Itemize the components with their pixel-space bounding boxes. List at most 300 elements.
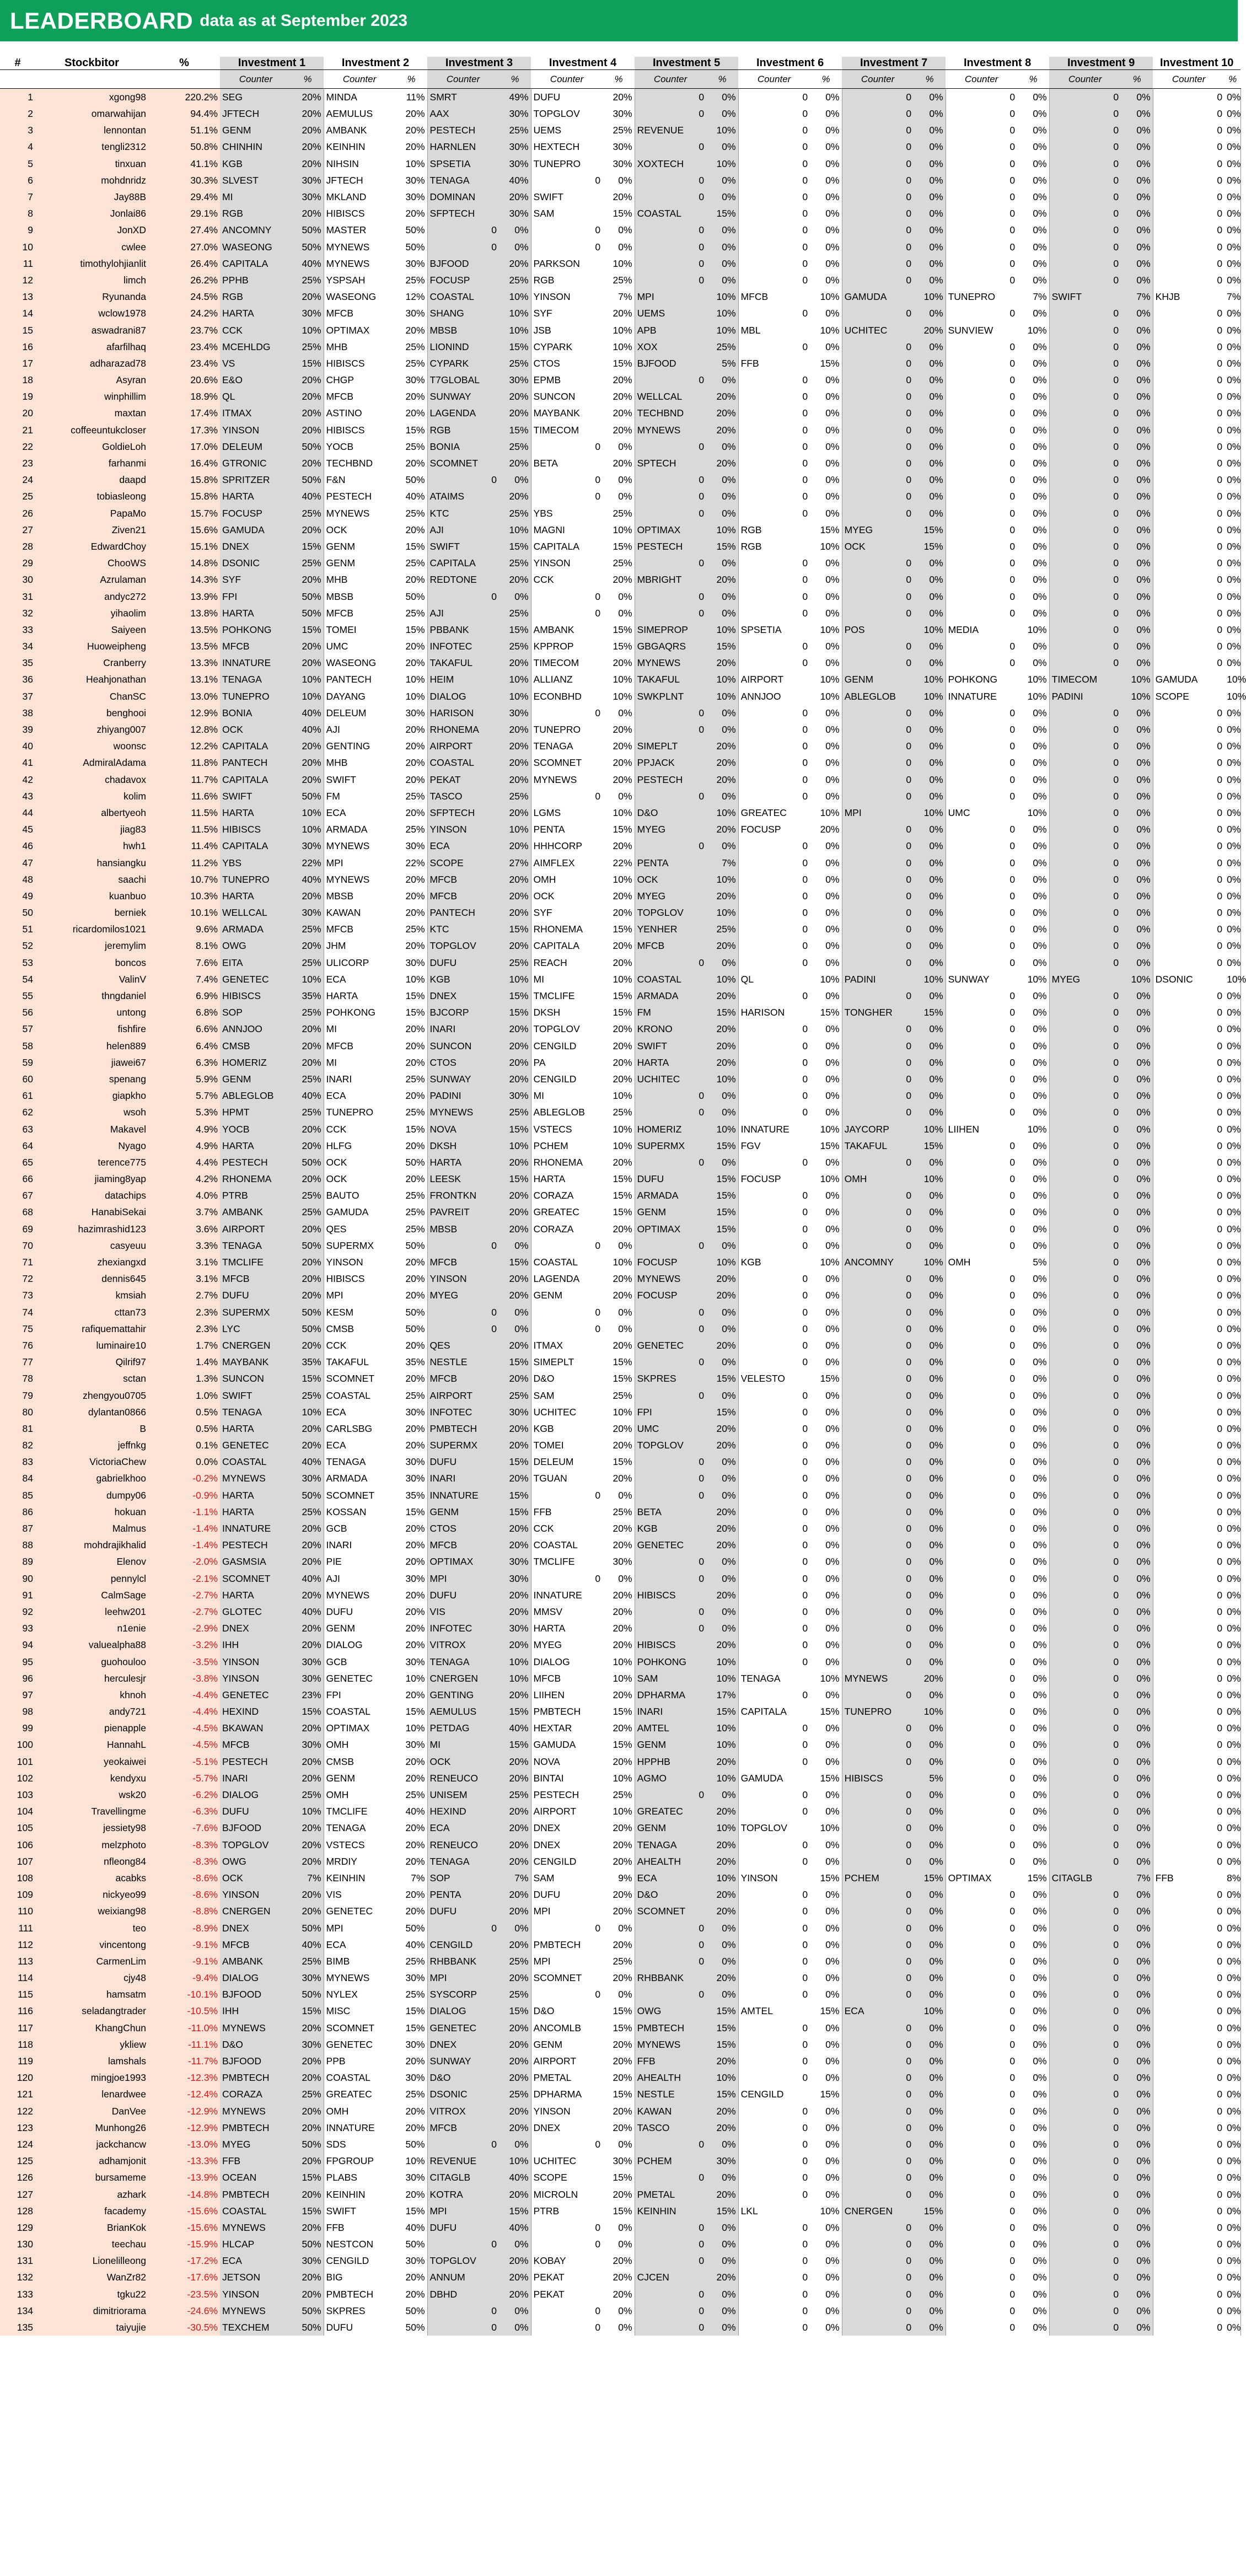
counter-cell: GENETEC — [326, 1672, 373, 1684]
weight-cell: 20% — [706, 1969, 738, 1986]
counter-cell: QL — [740, 973, 754, 985]
weight-cell: 0% — [810, 1753, 842, 1770]
table-row — [0, 189, 1240, 205]
weight-cell: 0% — [1017, 1886, 1049, 1903]
weight-cell: 0% — [1121, 1237, 1153, 1254]
counter-cell: MFCB — [427, 888, 499, 904]
weight-cell: 20% — [603, 372, 635, 388]
counter-cell: 0 — [635, 1104, 706, 1120]
counter-cell: MYNEWS — [220, 2103, 292, 2119]
counter-cell: KTC — [427, 505, 499, 522]
return-percent-cell: 13.8% — [148, 605, 220, 621]
weight-cell: 15% — [706, 2086, 738, 2102]
counter-cell: 0 — [427, 1919, 499, 1936]
counter-cell: 0 — [1009, 1855, 1016, 1867]
stockbitor-cell: hwh1 — [35, 838, 148, 854]
rank-cell: 126 — [0, 2169, 35, 2186]
rank-cell: 73 — [0, 1287, 35, 1303]
weight-cell: 0% — [706, 2136, 738, 2153]
counter-cell: 0 — [1049, 1487, 1121, 1504]
weight-cell: 15% — [292, 2003, 324, 2019]
weight-cell: 20% — [603, 954, 635, 971]
counter-cell: GAMUDA — [220, 522, 292, 538]
return-percent-cell: -4.5% — [148, 1736, 220, 1753]
weight-cell: 30% — [395, 1969, 427, 1986]
weight-cell: 0% — [810, 1537, 842, 1553]
weight-cell: 0% — [1121, 1254, 1153, 1270]
weight-cell: 20% — [292, 1337, 324, 1354]
weight-cell: 0% — [1017, 1853, 1049, 1870]
weight-cell: 0% — [1224, 239, 1240, 255]
weight-cell: 20% — [292, 372, 324, 388]
counter-cell: 0 — [802, 2288, 808, 2300]
weight-cell: 20% — [292, 2186, 324, 2202]
weight-cell: 0% — [499, 1304, 531, 1321]
weight-cell: 0% — [1224, 2319, 1240, 2336]
weight-cell: 0% — [706, 2219, 738, 2236]
weight-cell: 20% — [395, 1553, 427, 1570]
weight-cell: 0% — [1121, 1221, 1153, 1237]
table-row — [0, 821, 1240, 838]
rank-cell: 105 — [0, 1820, 35, 1836]
return-percent-cell: -13.9% — [148, 2169, 220, 2186]
counter-cell: 0 — [595, 224, 601, 236]
weight-cell: 0% — [810, 122, 842, 138]
counter-cell: 0 — [1217, 2105, 1223, 2117]
counter-cell: MFCB — [220, 1270, 292, 1287]
counter-cell: E&O — [220, 372, 292, 388]
counter-cell: T7GLOBAL — [427, 372, 499, 388]
counter-cell: RENEUCO — [427, 1770, 499, 1786]
weight-cell: 35% — [395, 1354, 427, 1370]
counter-cell: HEXTECH — [533, 141, 580, 153]
weight-cell: 0% — [1121, 804, 1153, 821]
table-row — [0, 471, 1240, 488]
counter-cell: 0 — [802, 174, 808, 186]
counter-cell: INARI — [427, 1470, 499, 1486]
weight-cell: 0% — [1224, 871, 1240, 888]
weight-cell: 0% — [1224, 1587, 1240, 1603]
weight-cell: 0% — [810, 871, 842, 888]
weight-cell: 25% — [292, 1387, 324, 1403]
return-percent-cell: -10.1% — [148, 1986, 220, 2003]
weight-cell: 30% — [499, 105, 531, 122]
weight-cell: 0% — [914, 721, 946, 738]
rank-cell: 113 — [0, 1953, 35, 1969]
counter-cell: 0 — [1009, 2056, 1016, 2067]
weight-cell: 0% — [810, 388, 842, 405]
weight-cell: 0% — [1121, 2186, 1153, 2202]
weight-cell: 0% — [1224, 937, 1240, 954]
weight-cell: 0% — [1017, 438, 1049, 455]
counter-cell: TOPGLOV — [635, 1437, 706, 1453]
weight-cell: 15% — [706, 638, 738, 654]
weight-cell: 0% — [914, 122, 946, 138]
weight-cell: 0% — [1121, 1420, 1153, 1437]
weight-cell: 20% — [292, 888, 324, 904]
weight-cell: 0% — [1224, 1936, 1240, 1953]
weight-cell: 0% — [810, 172, 842, 189]
table-row — [0, 1221, 1240, 1237]
weight-cell: 0% — [914, 471, 946, 488]
weight-cell: 20% — [499, 1038, 531, 1054]
counter-cell: 0 — [1049, 871, 1121, 888]
counter-cell: BJFOOD — [220, 2053, 292, 2069]
table-row — [0, 2236, 1240, 2252]
weight-cell: 0% — [810, 438, 842, 455]
table-row — [0, 172, 1240, 189]
weight-cell: 25% — [499, 605, 531, 621]
weight-cell: 40% — [292, 1087, 324, 1104]
counter-cell: HIBISCS — [326, 424, 365, 436]
weight-cell: 0% — [1224, 1304, 1240, 1321]
table-row — [0, 1370, 1240, 1387]
counter-cell: 0 — [842, 854, 914, 871]
counter-cell: 0 — [1049, 1337, 1121, 1354]
counter-cell: 0 — [1217, 557, 1223, 569]
weight-cell: 15% — [706, 1404, 738, 1420]
weight-cell: 20% — [603, 455, 635, 471]
rank-cell: 107 — [0, 1853, 35, 1870]
weight-cell: 20% — [292, 288, 324, 305]
rank-cell: 120 — [0, 2069, 35, 2086]
weight-cell: 30% — [395, 1570, 427, 1587]
weight-cell: 20% — [706, 1287, 738, 1303]
counter-cell: 0 — [842, 1187, 914, 1204]
counter-cell: 0 — [802, 724, 808, 736]
weight-cell: 0% — [1017, 1221, 1049, 1237]
stockbitor-cell: Munhong26 — [35, 2119, 148, 2136]
stockbitor-cell: wclow1978 — [35, 305, 148, 321]
return-percent-cell: -8.3% — [148, 1853, 220, 1870]
counter-cell: MYEG — [533, 1639, 562, 1651]
stockbitor-cell: giapkho — [35, 1087, 148, 1104]
weight-cell: 0% — [1224, 2086, 1240, 2102]
weight-cell: 20% — [395, 1021, 427, 1037]
rank-cell: 16 — [0, 339, 35, 355]
counter-cell: MFCB — [326, 924, 354, 935]
counter-cell: 0 — [842, 1304, 914, 1321]
weight-cell: 0% — [914, 771, 946, 788]
counter-cell: 0 — [635, 605, 706, 621]
table-row — [0, 588, 1240, 604]
rank-cell: 68 — [0, 1204, 35, 1220]
stockbitor-cell: tinxuan — [35, 155, 148, 172]
table-row — [0, 738, 1240, 754]
return-percent-cell: 1.4% — [148, 1354, 220, 1370]
weight-cell: 0% — [810, 222, 842, 238]
counter-cell: 0 — [427, 2136, 499, 2153]
counter-cell: 0 — [635, 2286, 706, 2303]
counter-cell: SCOMNET — [427, 455, 499, 471]
counter-cell: 0 — [802, 491, 808, 502]
counter-cell: GREATEC — [740, 807, 787, 818]
counter-cell: 0 — [595, 1323, 601, 1334]
stockbitor-cell: maxtan — [35, 405, 148, 421]
table-row — [0, 721, 1240, 738]
weight-cell: 20% — [292, 1287, 324, 1303]
weight-cell: 25% — [603, 272, 635, 288]
counter-cell: HARISON — [427, 705, 499, 721]
counter-cell: 0 — [595, 607, 601, 619]
weight-cell: 22% — [603, 854, 635, 871]
counter-cell: MAYBANK — [220, 1354, 292, 1370]
weight-cell: 20% — [706, 1753, 738, 1770]
stockbitor-cell: adharazad78 — [35, 355, 148, 372]
weight-cell: 0% — [603, 705, 635, 721]
rank-cell: 48 — [0, 871, 35, 888]
counter-cell: 0 — [842, 1620, 914, 1636]
counter-cell: 0 — [842, 2252, 914, 2269]
counter-cell: 0 — [802, 2239, 808, 2250]
counter-cell: 0 — [1049, 621, 1121, 638]
weight-cell: 20% — [395, 1820, 427, 1836]
weight-cell: 0% — [1017, 1504, 1049, 1520]
counter-cell: TMCLIFE — [533, 990, 575, 1002]
weight-cell: 20% — [395, 405, 427, 421]
weight-cell: 0% — [1017, 2069, 1049, 2086]
weight-cell: 0% — [1121, 788, 1153, 804]
weight-cell: 20% — [395, 754, 427, 771]
counter-cell: AJI — [427, 522, 499, 538]
table-row — [0, 89, 1240, 106]
counter-cell: OWG — [220, 1853, 292, 1870]
weight-cell: 20% — [395, 937, 427, 954]
weight-cell: 20% — [603, 838, 635, 854]
counter-cell: TECHBND — [635, 405, 706, 421]
weight-cell: 0% — [1224, 1520, 1240, 1537]
weight-cell: 0% — [706, 1104, 738, 1120]
return-percent-cell: 17.3% — [148, 422, 220, 438]
counter-cell: MYEG — [427, 1287, 499, 1303]
weight-cell: 0% — [1017, 2036, 1049, 2053]
counter-cell: INFOTEC — [427, 1404, 499, 1420]
counter-cell: TOPGLOV — [635, 904, 706, 921]
weight-cell: 20% — [395, 205, 427, 222]
counter-cell: 0 — [802, 1789, 808, 1801]
counter-cell: RHONEMA — [533, 1156, 583, 1168]
weight-cell: 20% — [499, 1853, 531, 1870]
weight-cell: 20% — [395, 1537, 427, 1553]
weight-cell: 20% — [292, 1620, 324, 1636]
weight-cell: 0% — [914, 1453, 946, 1470]
counter-cell: 0 — [1217, 174, 1223, 186]
weight-cell: 0% — [1224, 2303, 1240, 2319]
counter-cell: GENM — [533, 2038, 563, 2050]
counter-cell: VSTECS — [533, 1123, 572, 1135]
counter-cell: APB — [635, 321, 706, 338]
stockbitor-cell: PapaMo — [35, 505, 148, 522]
counter-cell: 0 — [1217, 1423, 1223, 1434]
weight-cell: 0% — [810, 1453, 842, 1470]
weight-cell: 0% — [914, 272, 946, 288]
table-row — [0, 1820, 1240, 1836]
table-row — [0, 1038, 1240, 1054]
weight-cell: 0% — [1017, 2136, 1049, 2153]
counter-cell: 0 — [1009, 740, 1016, 752]
counter-cell: MFCB — [427, 1254, 499, 1270]
counter-cell: 0 — [802, 641, 808, 652]
weight-cell: 7% — [706, 854, 738, 871]
rank-cell: 9 — [0, 222, 35, 238]
weight-cell: 20% — [706, 1587, 738, 1603]
weight-cell: 0% — [1224, 555, 1240, 571]
counter-cell: GENETEC — [427, 2020, 499, 2036]
counter-cell: GREATEC — [533, 1206, 579, 1218]
weight-cell: 0% — [706, 1553, 738, 1570]
weight-cell: 30% — [395, 1470, 427, 1486]
counter-cell: ECA — [326, 1939, 346, 1950]
weight-cell: 20% — [395, 2286, 427, 2303]
counter-cell: 0 — [1217, 1889, 1223, 1901]
weight-cell: 10% — [706, 1120, 738, 1137]
return-percent-cell: -8.6% — [148, 1870, 220, 1886]
counter-cell: 0 — [1009, 2089, 1016, 2100]
counter-cell: FOCUSP — [740, 1173, 781, 1185]
weight-cell: 0% — [1017, 1570, 1049, 1587]
counter-cell: 0 — [1217, 757, 1223, 769]
weight-cell: 0% — [914, 1437, 946, 1453]
table-row — [0, 937, 1240, 954]
counter-cell: 0 — [842, 2020, 914, 2036]
rank-cell: 17 — [0, 355, 35, 372]
stockbitor-cell: hokuan — [35, 1504, 148, 1520]
counter-cell: MEDIA — [948, 624, 979, 635]
counter-cell: KEINHIN — [326, 2188, 366, 2200]
weight-cell: 0% — [1017, 1437, 1049, 1453]
counter-cell: 0 — [635, 954, 706, 971]
weight-cell: 0% — [914, 2169, 946, 2186]
counter-cell: 0 — [1009, 1173, 1016, 1185]
weight-cell: 50% — [292, 438, 324, 455]
table-row — [0, 2186, 1240, 2202]
counter-cell: 0 — [1049, 1270, 1121, 1287]
weight-cell: 0% — [914, 2252, 946, 2269]
counter-cell: GAMUDA — [326, 1206, 369, 1218]
counter-cell: 0 — [1217, 1239, 1223, 1251]
counter-cell: 0 — [1049, 505, 1121, 522]
weight-cell: 15% — [603, 538, 635, 555]
weight-cell: 0% — [1121, 888, 1153, 904]
counter-cell: POHKONG — [326, 1007, 375, 1018]
weight-cell: 15% — [603, 1004, 635, 1021]
weight-cell: 0% — [1017, 1038, 1049, 1054]
weight-cell: 0% — [810, 1786, 842, 1803]
table-row — [0, 355, 1240, 372]
counter-cell: ABLEGLOB — [842, 688, 914, 705]
counter-cell: 0 — [635, 1786, 706, 1803]
weight-cell: 0% — [1017, 272, 1049, 288]
table-row — [0, 921, 1240, 937]
weight-cell: 20% — [292, 1420, 324, 1437]
counter-cell: SFPTECH — [427, 205, 499, 222]
counter-cell: 0 — [1217, 774, 1223, 785]
weight-cell: 10% — [603, 1137, 635, 1154]
counter-cell: OCK — [635, 871, 706, 888]
counter-cell: 0 — [1217, 940, 1223, 952]
counter-cell: 0 — [1217, 2239, 1223, 2250]
counter-cell: OPTIMAX — [948, 1872, 992, 1883]
counter-cell: UMC — [326, 641, 348, 652]
counter-cell: 0 — [842, 1936, 914, 1953]
counter-cell: POHKONG — [635, 1653, 706, 1670]
weight-cell: 0% — [1121, 372, 1153, 388]
counter-cell: 0 — [635, 172, 706, 189]
table-row — [0, 1953, 1240, 1969]
counter-cell: 0 — [1049, 155, 1121, 172]
weight-cell: 20% — [292, 1770, 324, 1786]
counter-cell: 0 — [1217, 1839, 1223, 1850]
weight-cell: 7% — [1017, 288, 1049, 305]
return-percent-cell: -12.3% — [148, 2069, 220, 2086]
table-row — [0, 1337, 1240, 1354]
counter-cell: CARLSBG — [326, 1423, 373, 1434]
counter-cell: MHB — [326, 341, 348, 352]
weight-cell: 0% — [1121, 1570, 1153, 1587]
counter-cell: MPI — [533, 1906, 551, 1917]
header-investment-3: Investment 3 — [427, 57, 531, 70]
counter-cell: DSONIC — [1155, 973, 1193, 985]
weight-cell: 0% — [914, 1720, 946, 1736]
counter-cell: 0 — [1217, 2056, 1223, 2067]
weight-cell: 0% — [706, 1786, 738, 1803]
stockbitor-cell: mingjoe1993 — [35, 2069, 148, 2086]
weight-cell: 50% — [292, 588, 324, 604]
weight-cell: 12% — [395, 288, 427, 305]
stockbitor-cell: jeffnkg — [35, 1437, 148, 1453]
weight-cell: 15% — [603, 1703, 635, 1720]
counter-cell: 0 — [842, 1753, 914, 1770]
weight-cell: 0% — [810, 2020, 842, 2036]
weight-cell: 20% — [292, 1886, 324, 1903]
stockbitor-cell: Elenov — [35, 1553, 148, 1570]
counter-cell: 0 — [1217, 1506, 1223, 1517]
counter-cell: 0 — [842, 1587, 914, 1603]
weight-cell: 30% — [499, 155, 531, 172]
counter-cell: PESTECH — [326, 491, 372, 502]
counter-cell: WELLCAL — [220, 904, 292, 921]
weight-cell: 25% — [395, 555, 427, 571]
weight-cell: 15% — [603, 921, 635, 937]
counter-cell: 0 — [1009, 1739, 1016, 1751]
weight-cell: 0% — [1017, 122, 1049, 138]
weight-cell: 25% — [292, 339, 324, 355]
counter-cell: 0 — [1049, 1570, 1121, 1587]
weight-cell: 20% — [603, 1437, 635, 1453]
rank-cell: 7 — [0, 189, 35, 205]
counter-cell: EPMB — [533, 374, 561, 386]
counter-cell: 0 — [802, 2022, 808, 2033]
weight-cell: 0% — [1224, 172, 1240, 189]
counter-cell: AIRPORT — [740, 674, 784, 685]
table-row — [0, 804, 1240, 821]
weight-cell: 0% — [1224, 2186, 1240, 2202]
weight-cell: 0% — [1121, 2069, 1153, 2086]
counter-cell: 0 — [1009, 1056, 1016, 1068]
counter-cell: DNEX — [220, 1620, 292, 1636]
counter-cell: MAYBANK — [533, 407, 580, 419]
counter-cell: TASCO — [635, 2119, 706, 2136]
counter-cell: UCHITEC — [533, 1406, 577, 1418]
counter-cell: MYNEWS — [326, 241, 370, 253]
weight-cell: 10% — [603, 804, 635, 821]
counter-cell: COASTAL — [635, 205, 706, 222]
weight-cell: 0% — [1224, 654, 1240, 671]
counter-cell: 0 — [802, 607, 808, 619]
counter-cell: 0 — [842, 788, 914, 804]
counter-cell: KAWAN — [326, 907, 361, 919]
weight-cell: 10% — [810, 688, 842, 705]
